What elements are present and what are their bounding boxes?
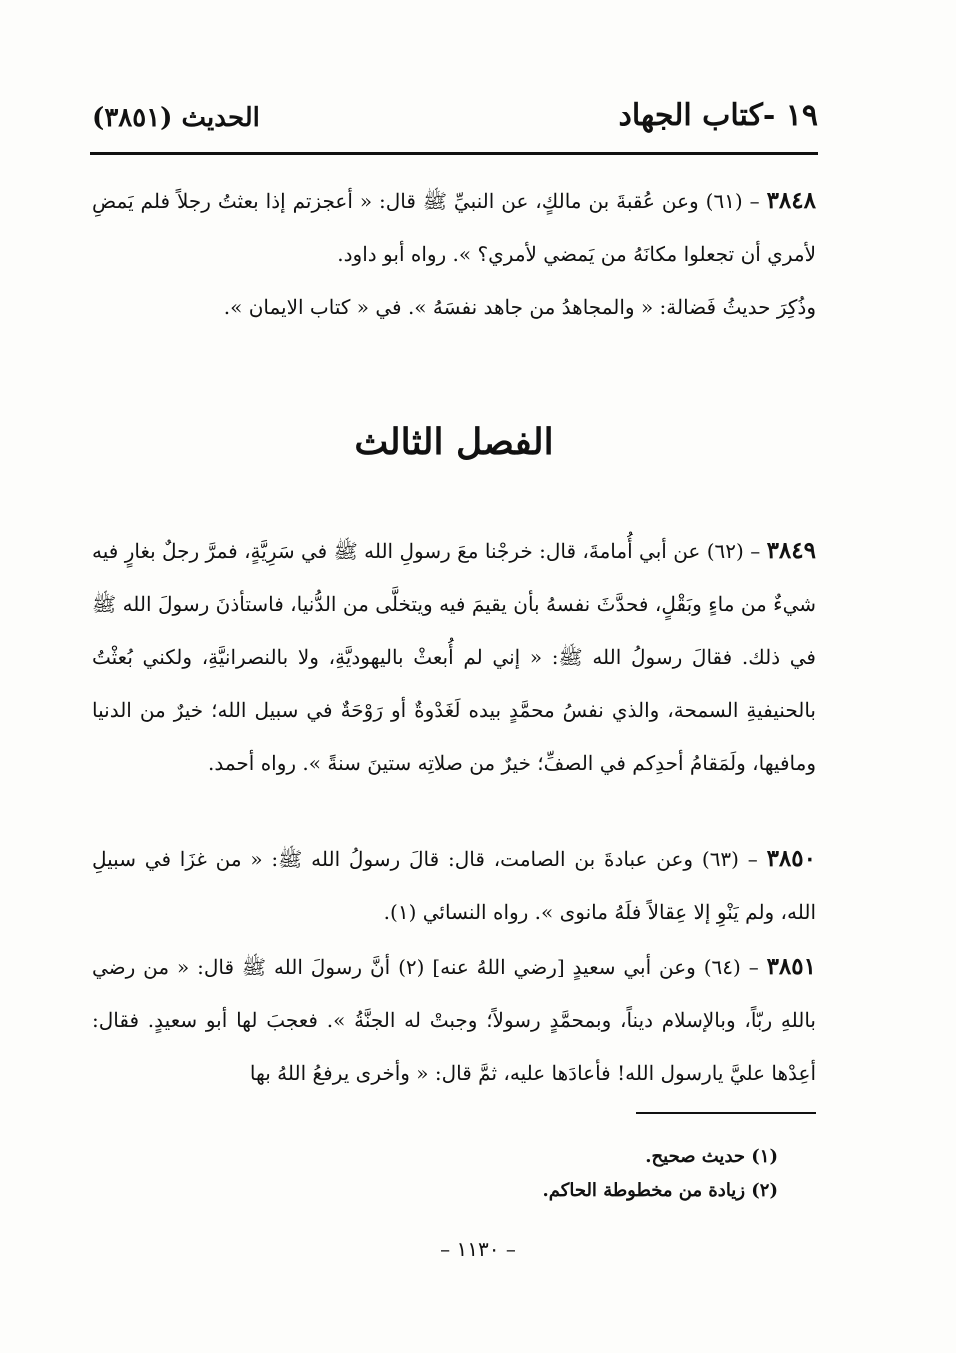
- hadith-3848: [92, 174, 816, 334]
- section-title: الفصل الثالث: [354, 421, 554, 463]
- hadith-text: – (٦٢) عن أبي أُمامةَ، قال: خرجْنا معَ رسولِ الله ﷺ في سَرِيَّةٍ، فمرَّ رجلٌ بغارٍ فيه شيءٌ من ماءٍ وبَقْلٍ، فحدَّثَ نفسهُ بأن يقيمَ فيه ويتخلَّى من الدُّنيا، فاستأذنَ رسولَ الله ﷺ في ذلك. فقالَ رسولُ الله ﷺ: « إني لم أُبعثْ باليهوديَّةِ، ولا بالنصرانيَّةِ، ولكني بُعثْتُ بالحنيفيةِ السمحة، والذي نفسُ محمَّدٍ بيده لَغَدْوةٌ أو رَوْحَةٌ في سبيل الله؛ خيرٌ من الدنيا ومافيها، ولَمَقامُ أحدِكم في الصفِّ؛ خيرٌ من صلاتِه ستينَ سنةً ». رواه أحمد.: [92, 539, 816, 775]
- page-header: [92, 88, 818, 148]
- page-number: – ١١٣٠ –: [440, 1237, 516, 1261]
- header-rule: [90, 152, 818, 155]
- hadith-paragraph: [92, 940, 816, 1100]
- hadith-number: ٣٨٤٨: [766, 187, 816, 214]
- chapter-title: ١٩ -كتاب الجهاد: [618, 98, 818, 133]
- hadith-3850: [92, 832, 816, 939]
- footnote-2: (٢) زيادة من مخطوطة الحاكم.: [542, 1180, 778, 1201]
- hadith-range-label: الحديث (٣٨٥١): [92, 103, 260, 133]
- hadith-3851: [92, 940, 816, 1100]
- hadith-3849: [92, 524, 816, 790]
- hadith-paragraph: [92, 524, 816, 790]
- footnote-1: (١) حديث صحيح.: [645, 1146, 778, 1167]
- hadith-number: ٣٨٤٩: [766, 537, 816, 564]
- footnotes: [258, 1140, 778, 1208]
- hadith-note: وذُكِرَ حديثُ فَضالة: « والمجاهدُ من جاهد نفسَهُ ». في « كتاب الايمان ».: [223, 295, 816, 319]
- hadith-text: – (٦٤) وعن أبي سعيدٍ [رضي اللهُ عنه] (٢) أنَّ رسولَ الله ﷺ قال: « من رضي باللهِ ربّاً، وبالإسلام ديناً، وبمحمَّدٍ رسولاً؛ وجبتْ له الجنَّةُ ». فعجبَ لها أبو سعيدٍ. فقال: أعِدْها عليَّ يارسول الله! فأعادَها عليه، ثمَّ قال: « وأخرى يرفعُ اللهُ بها: [92, 955, 816, 1085]
- footnote-rule: [636, 1112, 816, 1114]
- hadith-number: ٣٨٥١: [766, 953, 816, 980]
- hadith-text: – (٦٣) وعن عبادةَ بن الصامت، قال: قالَ رسولُ الله ﷺ: « من غزَا في سبيلِ الله، ولم يَنْوِ إلا عِقالاً فلَهُ مانوى ». رواه النسائي (١).: [92, 847, 816, 924]
- hadith-number: ٣٨٥٠: [766, 845, 816, 872]
- hadith-paragraph: [92, 174, 816, 281]
- hadith-paragraph: [92, 832, 816, 939]
- hadith-text: – (٦١) وعن عُقبةَ بن مالكٍ، عن النبيِّ ﷺ قال: « أعجزتم إذا بعثتُ رجلاً فلم يَمضِ لأمري أن تجعلوا مكانَهُ من يَمضي لأمري؟ ». رواه أبو داود.: [92, 189, 816, 266]
